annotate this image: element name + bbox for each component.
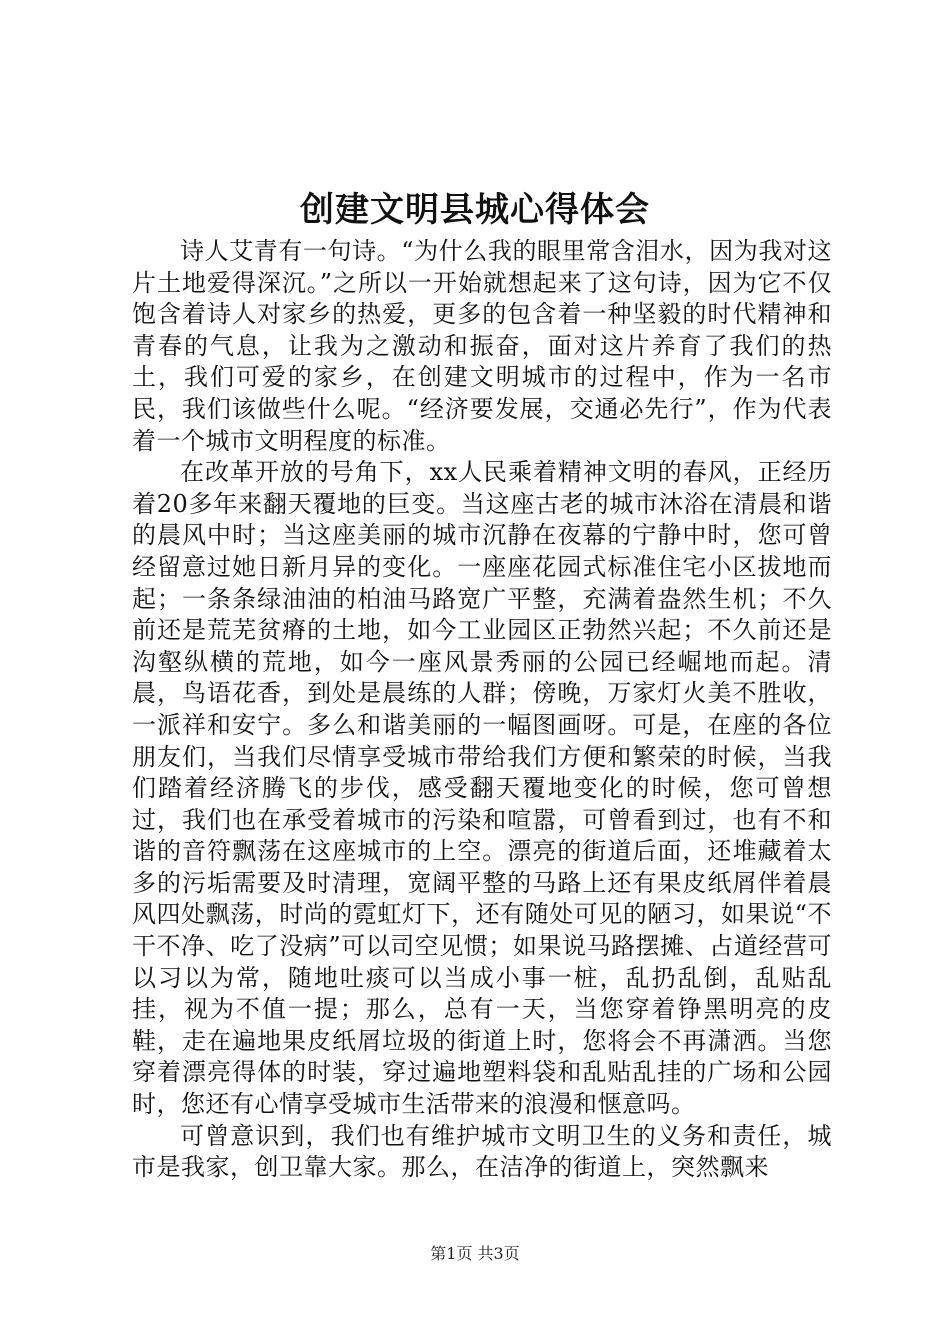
document-title: 创建文明县城心得体会: [300, 190, 650, 230]
page-number-footer: 第1页 共3页: [430, 1244, 520, 1263]
document-body: [132, 236, 832, 1184]
paragraph: 诗人艾青有一句诗。“为什么我的眼里常含泪水，因为我对这片土地爱得深沉。”之所以一开始就想起来了这句诗，因为它不仅饱含着诗人对家乡的热爱，更多的包含着一种坚毅的时代精神和青春的气息，让我为之激动和振奋，面对这片养育了我们的热土，我们可爱的家乡，在创建文明城市的过程中，作为一名市民，我们该做些什么呢。“经济要发展，交通必先行”，作为代表着一个城市文明程度的标准。: [132, 237, 832, 455]
paragraph: 可曾意识到，我们也有维护城市文明卫生的义务和责任，城市是我家，创卫靠大家。那么，在洁净的街道上，突然飘来: [132, 1121, 832, 1182]
paragraph: 在改革开放的号角下，xx人民乘着精神文明的春风，正经历着20多年来翻天覆地的巨变。当这座古老的城市沐浴在清晨和谐的晨风中时；当这座美丽的城市沉静在夜幕的宁静中时，您可曾经留意过她日新月异的变化。一座座花园式标准住宅小区拔地而起；一条条绿油油的柏油马路宽广平整，充满着盎然生机；不久前还是荒芜贫瘠的土地，如今工业园区正勃然兴起；不久前还是沟壑纵横的荒地，如今一座风景秀丽的公园已经崛地而起。清晨，鸟语花香，到处是晨练的人群；傍晚，万家灯火美不胜收，一派祥和安宁。多么和谐美丽的一幅图画呀。可是，在座的各位朋友们，当我们尽情享受城市带给我们方便和繁荣的时候，当我们踏着经济腾飞的步伐，感受翻天覆地变化的时候，您可曾想过，我们也在承受着城市的污染和喧嚣，可曾看到过，也有不和谐的音符飘荡在这座城市的上空。漂亮的街道后面，还堆藏着太多的污垢需要及时清理，宽阔平整的马路上还有果皮纸屑伴着晨风四处飘荡，时尚的霓虹灯下，还有随处可见的陋习，如果说“不干不净、吃了没病”可以司空见惯；如果说马路摆摊、占道经营可以习以为常，随地吐痰可以当成小事一桩，乱扔乱倒，乱贴乱挂，视为不值一提；那么，总有一天，当您穿着铮黑明亮的皮鞋，走在遍地果皮纸屑垃圾的街道上时，您将会不再潇洒。当您穿着漂亮得体的时装，穿过遍地塑料袋和乱贴乱挂的广场和公园时，您还有心情享受城市生活带来的浪漫和惬意吗。: [132, 458, 832, 1119]
